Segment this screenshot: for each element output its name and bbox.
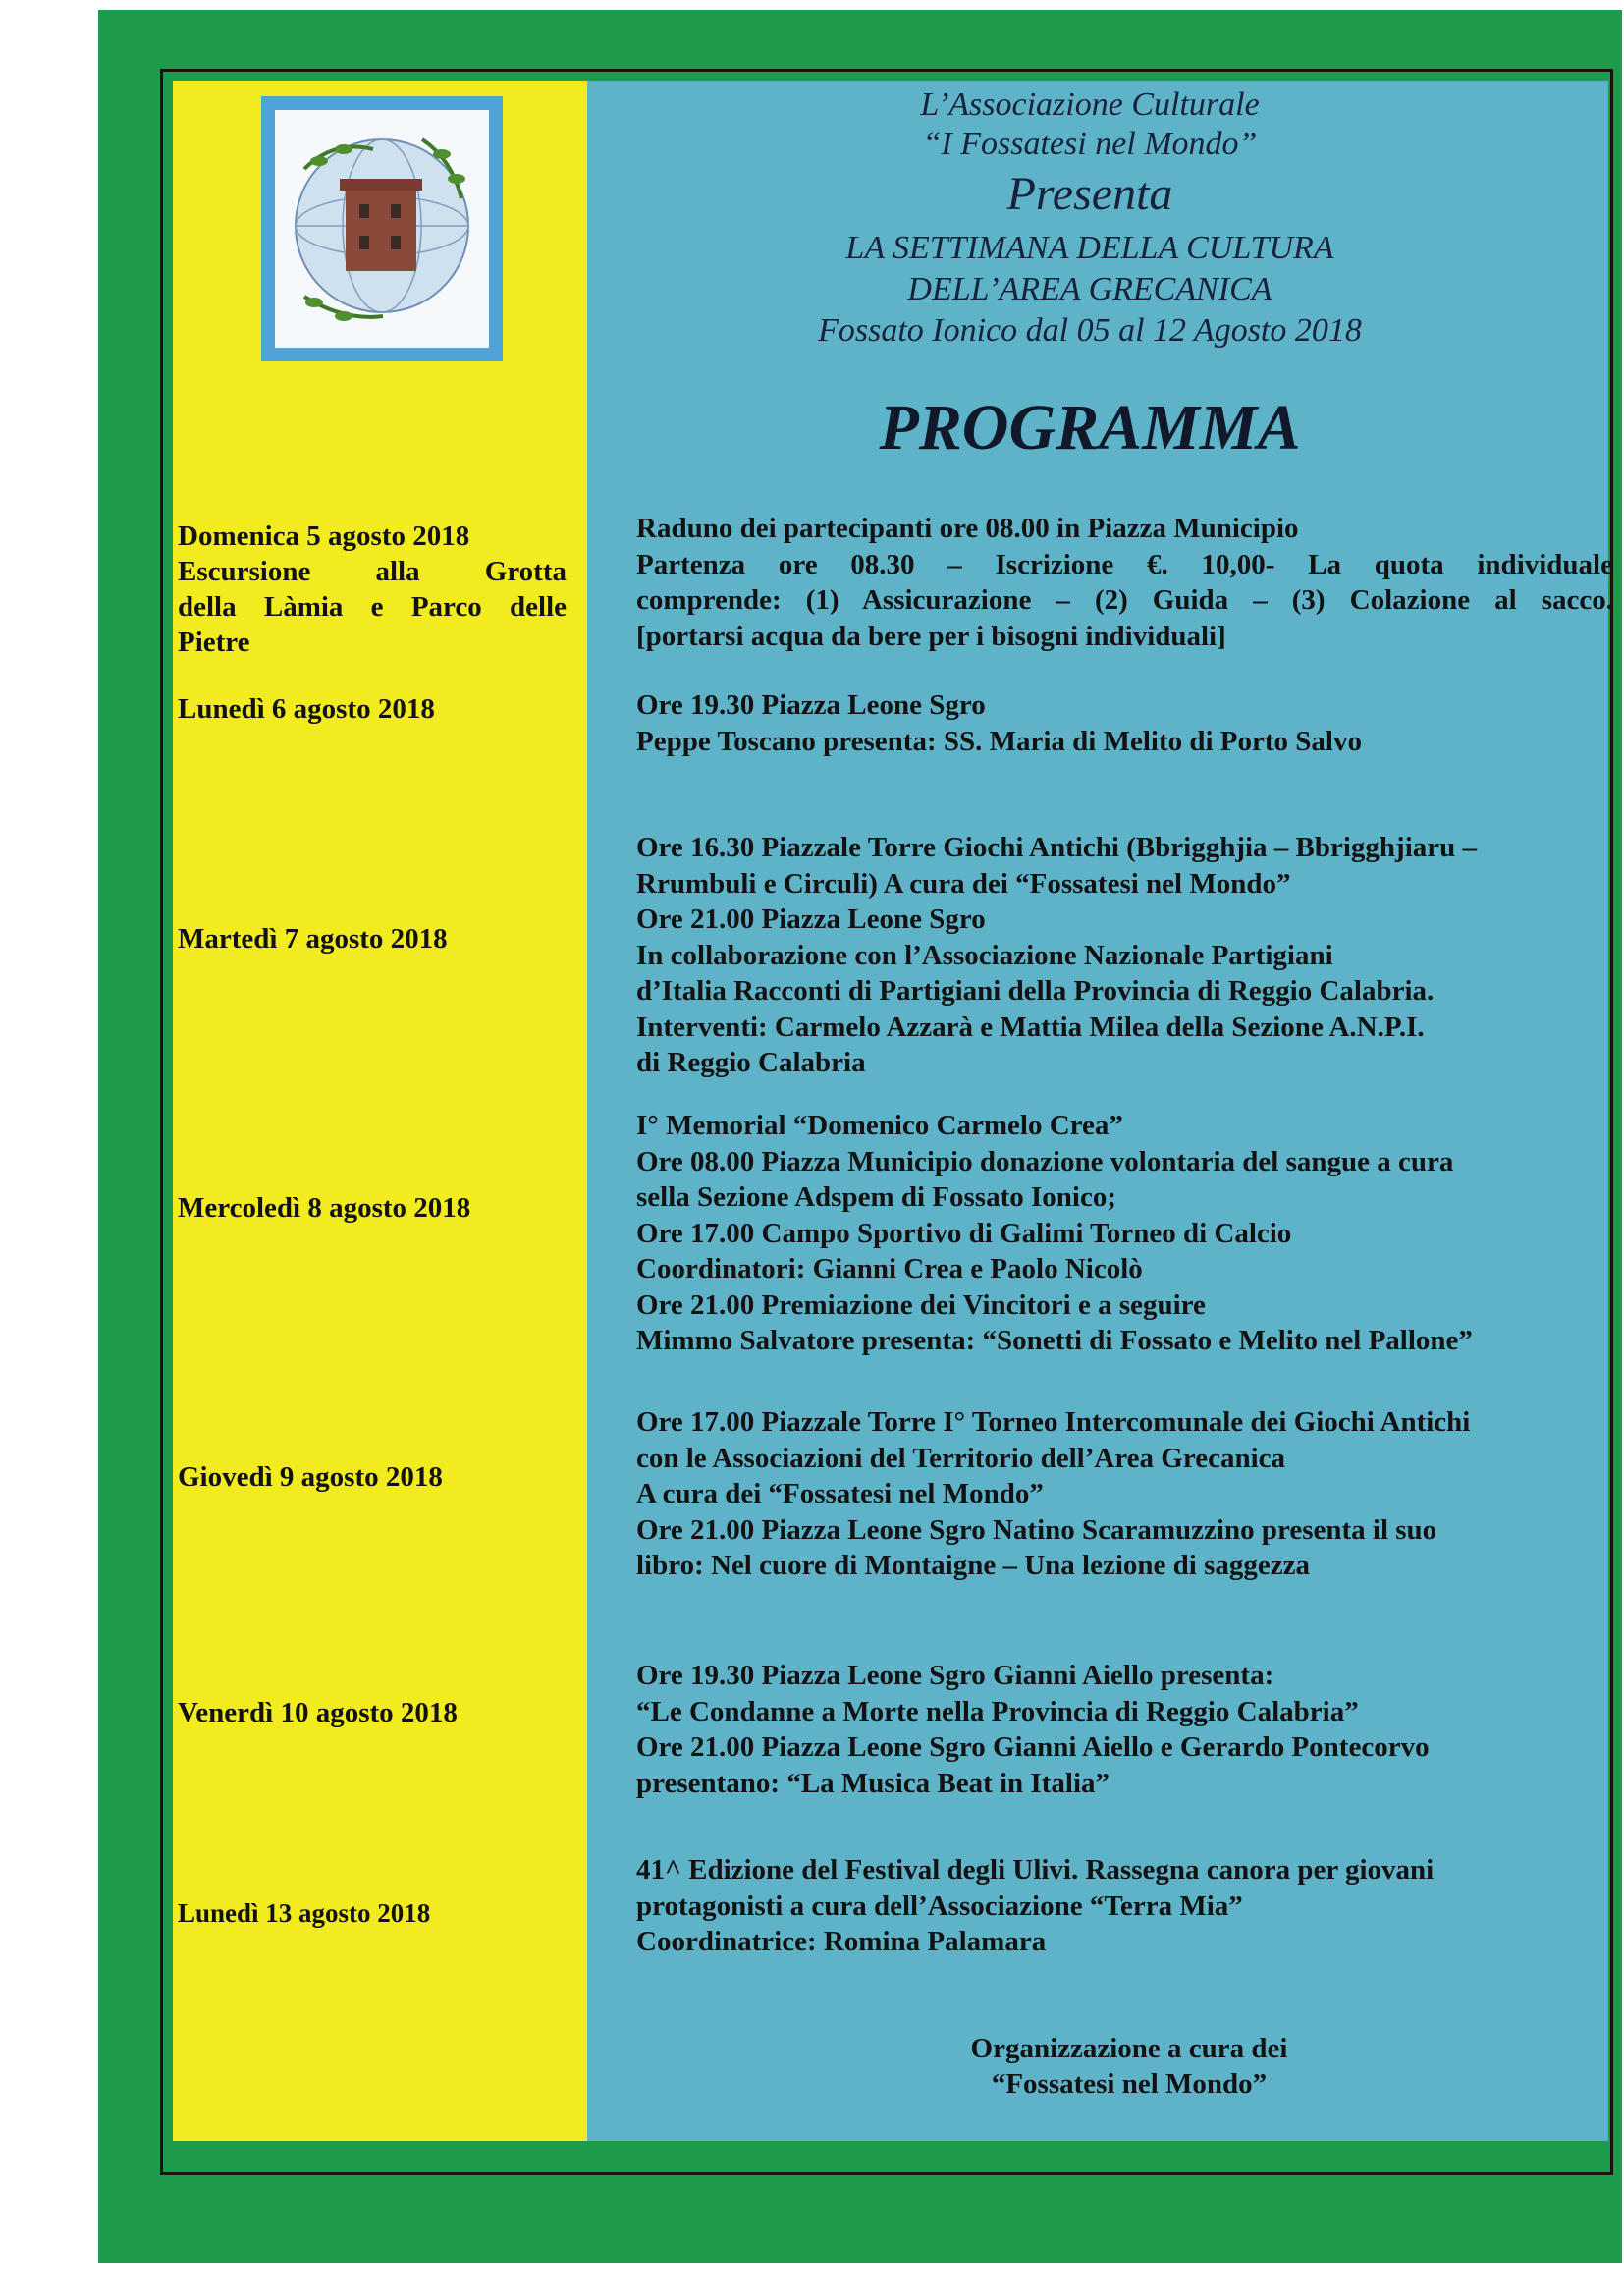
day-label: Giovedì 9 agosto 2018 <box>178 1461 443 1493</box>
header-event-title: LA SETTIMANA DELLA CULTURA <box>845 230 1334 266</box>
header-association-name: “I Fossatesi nel Mondo” <box>922 126 1258 162</box>
day-events: Ore 19.30 Piazza Leone Sgro Peppe Toscano presenta: SS. Maria di Melito di Porto Salvo <box>636 689 1362 757</box>
footer-organization: Organizzazione a cura dei “Fossatesi nel Mondo” <box>970 2033 1288 2100</box>
day-events: Ore 19.30 Piazza Leone Sgro Gianni Aiello presenta: “Le Condanne a Morte nella Provincia di Reggio Calabria” Ore 21.00 Piazza Leone Sgro Gianni Aiello e Gerardo Pontecorvo presentano: “La Musica Beat in Italia” <box>636 1660 1430 1799</box>
day-events: Raduno dei partecipanti ore 08.00 in Piazza Municipio Partenza ore 08.30 – Iscrizione €. 10,00- La quota individuale comprende: (1) Assicurazione – (2) Guida – (3) Colazione al sacco. [portarsi acqua da bere per i bisogni individuali] <box>636 513 1613 652</box>
day-events: Ore 17.00 Piazzale Torre I° Torneo Intercomunale dei Giochi Antichi con le Associazioni del Territorio dell’Area Grecanica A cura dei “Fossatesi nel Mondo” Ore 21.00 Piazza Leone Sgro Natino Scaramuzzino presenta il suo libro: Nel cuore di Montaigne – Una lezione di saggezza <box>636 1406 1471 1581</box>
day-label: Venerdì 10 agosto 2018 <box>178 1697 458 1728</box>
header-presenta: Presenta <box>1006 168 1173 220</box>
page-title: PROGRAMMA <box>879 392 1301 464</box>
day-label: Domenica 5 agosto 2018 Escursione alla Grotta della Làmia e Parco delle Pietre <box>178 520 567 658</box>
day-events: 41^ Edizione del Festival degli Ulivi. Rassegna canora per giovani protagonisti a cura dell’Associazione “Terra Mia” Coordinatrice: Romina Palamara <box>636 1854 1435 1957</box>
day-events: Ore 16.30 Piazzale Torre Giochi Antichi (Bbrigghjia – Bbrigghjiaru – Rrumbuli e Circuli) A cura dei “Fossatesi nel Mondo” Ore 21.00 Piazza Leone Sgro In collaborazione con l’Associazione Nazionale Partigiani d’Italia Racconti di Partigiani della Provincia di Reggio Calabria. Interventi: Carmelo Azzarà e Mattia Milea della Sezione A.N.P.I. di Reggio Calabria <box>636 832 1478 1078</box>
day-label: Martedì 7 agosto 2018 <box>178 923 448 955</box>
day-label: Mercoledì 8 agosto 2018 <box>178 1192 471 1224</box>
header-dates: Fossato Ionico dal 05 al 12 Agosto 2018 <box>818 312 1362 349</box>
header-event-subtitle: DELL’AREA GRECANICA <box>907 271 1272 307</box>
day-label: Lunedì 6 agosto 2018 <box>178 693 435 725</box>
association-logo-icon <box>275 110 489 348</box>
day-label: Lunedì 13 agosto 2018 <box>178 1898 431 1928</box>
header-association-line: L’Associazione Culturale <box>920 86 1260 123</box>
day-events: I° Memorial “Domenico Carmelo Crea” Ore 08.00 Piazza Municipio donazione volontaria del sangue a cura sella Sezione Adspem di Fossato Ionico; Ore 17.00 Campo Sportivo di Galimi Torneo di Calcio Coordinatori: Gianni Crea e Paolo Nicolò Ore 21.00 Premiazione dei Vincitori e a seguire Mimmo Salvatore presenta: “Sonetti di Fossato e Melito nel Pallone” <box>636 1110 1473 1356</box>
logo-frame <box>261 96 503 361</box>
